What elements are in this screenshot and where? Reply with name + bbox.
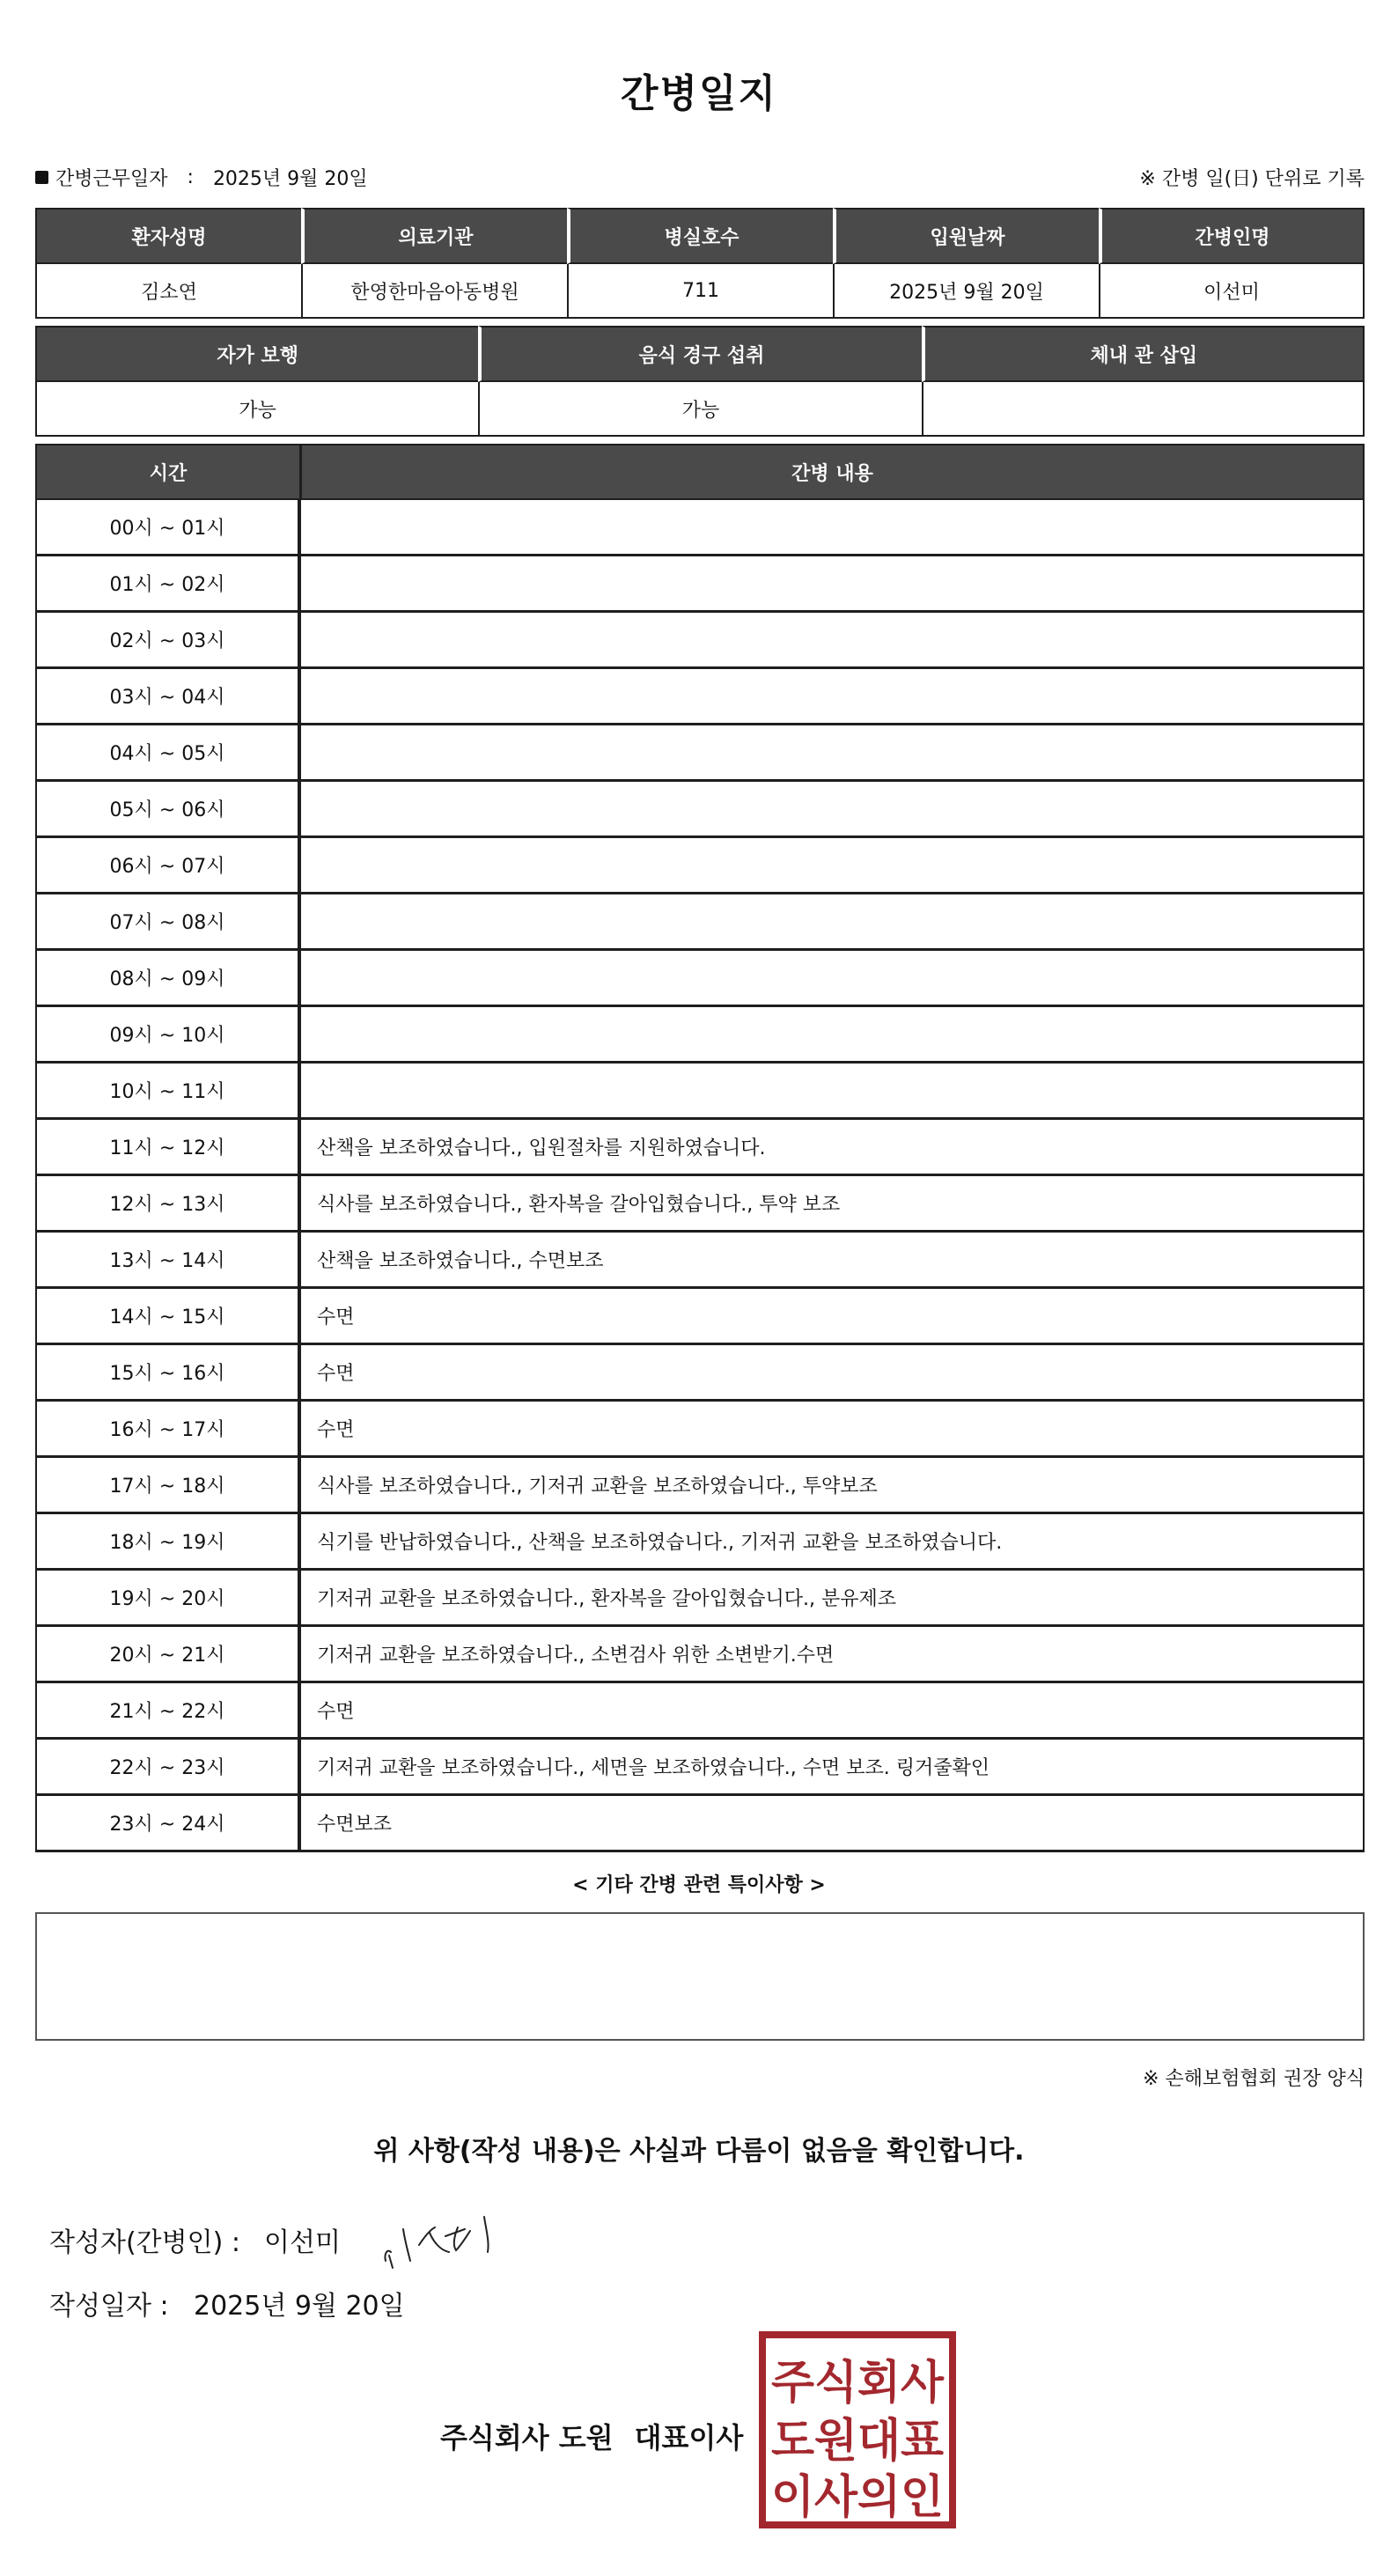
time-cell: 00시 ~ 01시: [35, 500, 299, 556]
page-title: 간병일지: [620, 71, 777, 116]
time-cell: 18시 ~ 19시: [35, 1514, 299, 1571]
company-title: 대표이사: [634, 2421, 744, 2455]
table-row: [35, 1120, 1365, 1176]
time-cell: 04시 ~ 05시: [35, 725, 299, 782]
header-hospital: 의료기관: [301, 208, 567, 264]
content-cell: 기저귀 교환을 보조하였습니다., 세면을 보조하였습니다., 수면 보조. 링거줄확인: [299, 1740, 1365, 1796]
content-cell: [299, 894, 1365, 951]
content-cell: 수면: [299, 1683, 1365, 1740]
content-cell: 기저귀 교환을 보조하였습니다., 환자복을 갈아입혔습니다., 분유제조: [299, 1571, 1365, 1627]
content-cell: 기저귀 교환을 보조하였습니다., 소변검사 위한 소변받기.수면: [299, 1627, 1365, 1683]
work-date-separator: :: [187, 166, 194, 188]
patient-status-table: [35, 326, 1365, 437]
content-cell: [299, 669, 1365, 725]
table-row: [35, 1571, 1365, 1627]
seal-line-2: 도원대표: [771, 2415, 944, 2468]
header-caregiver: 간병인명: [1099, 208, 1365, 264]
table-row: [35, 725, 1365, 782]
content-cell: 수면: [299, 1345, 1365, 1402]
header-time: 시간: [35, 444, 299, 500]
content-cell: [299, 1007, 1365, 1064]
time-cell: 15시 ~ 16시: [35, 1345, 299, 1402]
table-row: [35, 1796, 1365, 1852]
content-cell: [299, 782, 1365, 838]
time-cell: 07시 ~ 08시: [35, 894, 299, 951]
time-cell: 21시 ~ 22시: [35, 1683, 299, 1740]
table-row: [35, 1345, 1365, 1402]
table-row: [35, 1176, 1365, 1233]
header-oral-intake: 음식 경구 섭취: [478, 326, 921, 382]
patient-name-value: 김소연: [35, 264, 301, 319]
content-cell: 산책을 보조하였습니다., 입원절차를 지원하였습니다.: [299, 1120, 1365, 1176]
content-cell: 식사를 보조하였습니다., 환자복을 갈아입혔습니다., 투약 보조: [299, 1176, 1365, 1233]
time-cell: 08시 ~ 09시: [35, 951, 299, 1007]
confirmation-statement: 위 사항(작성 내용)은 사실과 다름이 없음을 확인합니다.: [373, 2136, 1025, 2167]
work-date-value: 2025년 9월 20일: [212, 168, 368, 190]
table-row: [35, 1458, 1365, 1514]
time-cell: 11시 ~ 12시: [35, 1120, 299, 1176]
table-row: [35, 1627, 1365, 1683]
work-date-row: [35, 164, 1365, 194]
time-cell: 16시 ~ 17시: [35, 1402, 299, 1458]
written-date-row: [49, 2284, 405, 2322]
form-source-note: ※ 손해보험협회 권장 양식: [1143, 2068, 1365, 2090]
written-date-label: 작성일자 :: [49, 2291, 169, 2322]
written-date-value: 2025년 9월 20일: [194, 2291, 405, 2322]
table-row: [35, 782, 1365, 838]
time-cell: 22시 ~ 23시: [35, 1740, 299, 1796]
seal-line-3: 이사의인: [771, 2471, 944, 2524]
header-patient-name: 환자성명: [35, 208, 301, 264]
content-cell: [299, 613, 1365, 669]
table-row: [35, 1064, 1365, 1120]
table-row: [35, 894, 1365, 951]
admission-date-value: 2025년 9월 20일: [833, 264, 1099, 319]
notes-box: [35, 1912, 1365, 2041]
content-cell: [299, 556, 1365, 613]
time-cell: 20시 ~ 21시: [35, 1627, 299, 1683]
writer-label: 작성자(간병인) :: [49, 2227, 240, 2258]
care-log-table: [35, 444, 1365, 1852]
table-row: [35, 1402, 1365, 1458]
content-cell: 식기를 반납하였습니다., 산책을 보조하였습니다., 기저귀 교환을 보조하였습니다.: [299, 1514, 1365, 1571]
notes-title: < 기타 간병 관련 특이사항 >: [572, 1874, 826, 1896]
time-cell: 17시 ~ 18시: [35, 1458, 299, 1514]
header-admission-date: 입원날짜: [833, 208, 1099, 264]
content-cell: 수면: [299, 1289, 1365, 1345]
header-walking: 자가 보행: [35, 326, 478, 382]
work-date-label: 간병근무일자: [55, 168, 168, 190]
time-cell: 12시 ~ 13시: [35, 1176, 299, 1233]
time-cell: 09시 ~ 10시: [35, 1007, 299, 1064]
writer-row: [49, 2220, 341, 2259]
table-row: [35, 1740, 1365, 1796]
table-row: [35, 1683, 1365, 1740]
writer-name: 이선미: [264, 2227, 341, 2258]
seal-line-1: 주식회사: [771, 2357, 945, 2410]
content-cell: [299, 1064, 1365, 1120]
table-row: [35, 500, 1365, 556]
time-cell: 06시 ~ 07시: [35, 838, 299, 894]
room-value: 711: [567, 264, 833, 319]
time-cell: 13시 ~ 14시: [35, 1233, 299, 1289]
time-cell: 19시 ~ 20시: [35, 1571, 299, 1627]
table-row: [35, 1007, 1365, 1064]
company-name: 주식회사 도원: [440, 2421, 614, 2455]
time-cell: 23시 ~ 24시: [35, 1796, 299, 1852]
time-cell: 03시 ~ 04시: [35, 669, 299, 725]
table-row: [35, 951, 1365, 1007]
content-cell: [299, 500, 1365, 556]
header-room: 병실호수: [567, 208, 833, 264]
content-cell: 산책을 보조하였습니다., 수면보조: [299, 1233, 1365, 1289]
content-cell: [299, 951, 1365, 1007]
content-cell: 수면: [299, 1402, 1365, 1458]
content-cell: [299, 838, 1365, 894]
table-row: [35, 556, 1365, 613]
oral-intake-value: 가능: [478, 382, 921, 437]
table-row: [35, 1233, 1365, 1289]
header-tube: 체내 관 삽입: [922, 326, 1365, 382]
time-cell: 14시 ~ 15시: [35, 1289, 299, 1345]
table-row: [35, 669, 1365, 725]
header-care-content: 간병 내용: [299, 444, 1365, 500]
table-row: [35, 613, 1365, 669]
time-cell: 01시 ~ 02시: [35, 556, 299, 613]
table-row: [35, 838, 1365, 894]
patient-info-table: [35, 208, 1365, 319]
table-row: [35, 1514, 1365, 1571]
time-cell: 02시 ~ 03시: [35, 613, 299, 669]
content-cell: 수면보조: [299, 1796, 1365, 1852]
company-seal-icon: [759, 2331, 956, 2528]
hospital-value: 한영한마음아동병원: [301, 264, 567, 319]
caregiver-value: 이선미: [1099, 264, 1365, 319]
company-block: [440, 2416, 743, 2456]
walking-value: 가능: [35, 382, 478, 437]
table-row: [35, 1289, 1365, 1345]
content-cell: 식사를 보조하였습니다., 기저귀 교환을 보조하였습니다., 투약보조: [299, 1458, 1365, 1514]
bullet-square-icon: [35, 171, 48, 184]
record-unit-note: ※ 간병 일(日) 단위로 기록: [1139, 168, 1365, 190]
signature-icon: [379, 2210, 519, 2271]
tube-value: [922, 382, 1365, 437]
content-cell: [299, 725, 1365, 782]
time-cell: 10시 ~ 11시: [35, 1064, 299, 1120]
time-cell: 05시 ~ 06시: [35, 782, 299, 838]
